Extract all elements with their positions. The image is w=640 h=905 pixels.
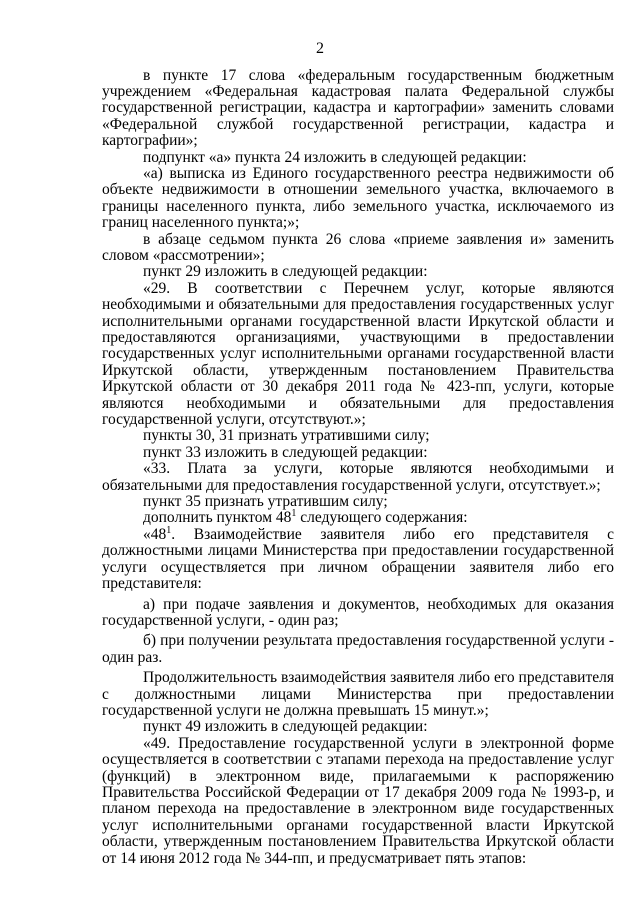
text-fragment: «48 [143, 525, 167, 543]
paragraph-item-29-intro: пункт 29 изложить в следующей редакции: [143, 263, 428, 281]
paragraph-item-29-text: «29. В соответствии с Перечнем услуг, которые являются необходимыми и обязательными для предоставления государственных услуг исполнительными органами государственной власти Иркутской области и предоставляются организациями, участвующими в предоставлении государственных услуг исполнительными органами государственной власти Иркутской области, утвержденным постановлением Правительства Иркутской области от 30 декабря 2011 года № 423-пп, услуги, которые являются необходимыми и обязательными для предоставления государственной услуги, отсутствуют.»; [102, 279, 614, 429]
document-body [102, 68, 614, 868]
superscript: 1 [166, 524, 172, 536]
paragraph-subitem-a: а) при подаче заявления и документов, необходимых для оказания государственной услуги, - один раз; [102, 595, 614, 629]
text-fragment: следующего содержания: [296, 509, 468, 527]
paragraph-items-30-31-repeal: пункты 30, 31 признать утратившими силу; [143, 427, 430, 445]
paragraph-item-48-1-intro [102, 510, 614, 526]
text-fragment: дополнить пунктом 48 [143, 509, 292, 527]
paragraph-item-48-1-text [102, 524, 614, 593]
paragraph-duration: Продолжительность взаимодействия заявителя либо его представителя с должностными лицами Министерства при предоставлении государственной услуги не должна превышать 15 минут.»; [102, 669, 614, 719]
paragraph-subitem-24a-intro: подпункт «а» пункта 24 изложить в следующей редакции: [143, 148, 527, 166]
paragraph-item-33-text: «33. Плата за услуги, которые являются необходимыми и обязательными для предоставления государственной услуги, отсутствует.»; [102, 460, 614, 494]
text-fragment: . Взаимодействие заявителя либо его представителя с должностными лицами Министерства при предоставлении государственной услуги осуществляется при личном обращении заявителя либо его представителя: [102, 525, 614, 593]
paragraph-item-26-change: в абзаце седьмом пункта 26 слова «приеме заявления и» заменить словом «рассмотрении»; [102, 230, 614, 264]
paragraph-item-49-text: «49. Предоставление государственной услуги в электронной форме осуществляется в соответствии с этапами перехода на предоставление услуг (функций) в электронном виде, прилагаемыми к распоряжению Правительства Российской Федерации от 17 декабря 2009 года № 1993-р, и планом перехода на предоставление в электронном виде государственных услуг исполнительными органами государственной власти Иркутской области, утвержденным постановлением Правительства Иркутской области от 14 июня 2012 года № 344-пп, и предусматривает пять этапов: [102, 734, 614, 867]
paragraph-subitem-b: б) при получении результата предоставления государственной услуги - один раз. [102, 632, 614, 666]
paragraph-item-17-replacement: в пункте 17 слова «федеральным государственным бюджетным учреждением «Федеральная кадастровая палата Федеральной службы государственной регистрации, кадастра и картографии» заменить словами «Федеральной службой государственной регистрации, кадастра и картографии»; [102, 66, 614, 150]
paragraph-item-33-intro: пункт 33 изложить в следующей редакции: [143, 443, 428, 461]
superscript: 1 [291, 508, 297, 520]
paragraph-item-49-intro: пункт 49 изложить в следующей редакции: [143, 718, 428, 736]
page-number: 2 [316, 40, 324, 57]
paragraph-subitem-24a-text: «а) выписка из Единого государственного реестра недвижимости об объекте недвижимости в отношении земельного участка, включаемого в границы населенного пункта, либо земельного участка, исключаемого из границ населенного пункта;»; [102, 164, 614, 232]
paragraph-item-35-repeal: пункт 35 признать утратившим силу; [143, 493, 388, 511]
